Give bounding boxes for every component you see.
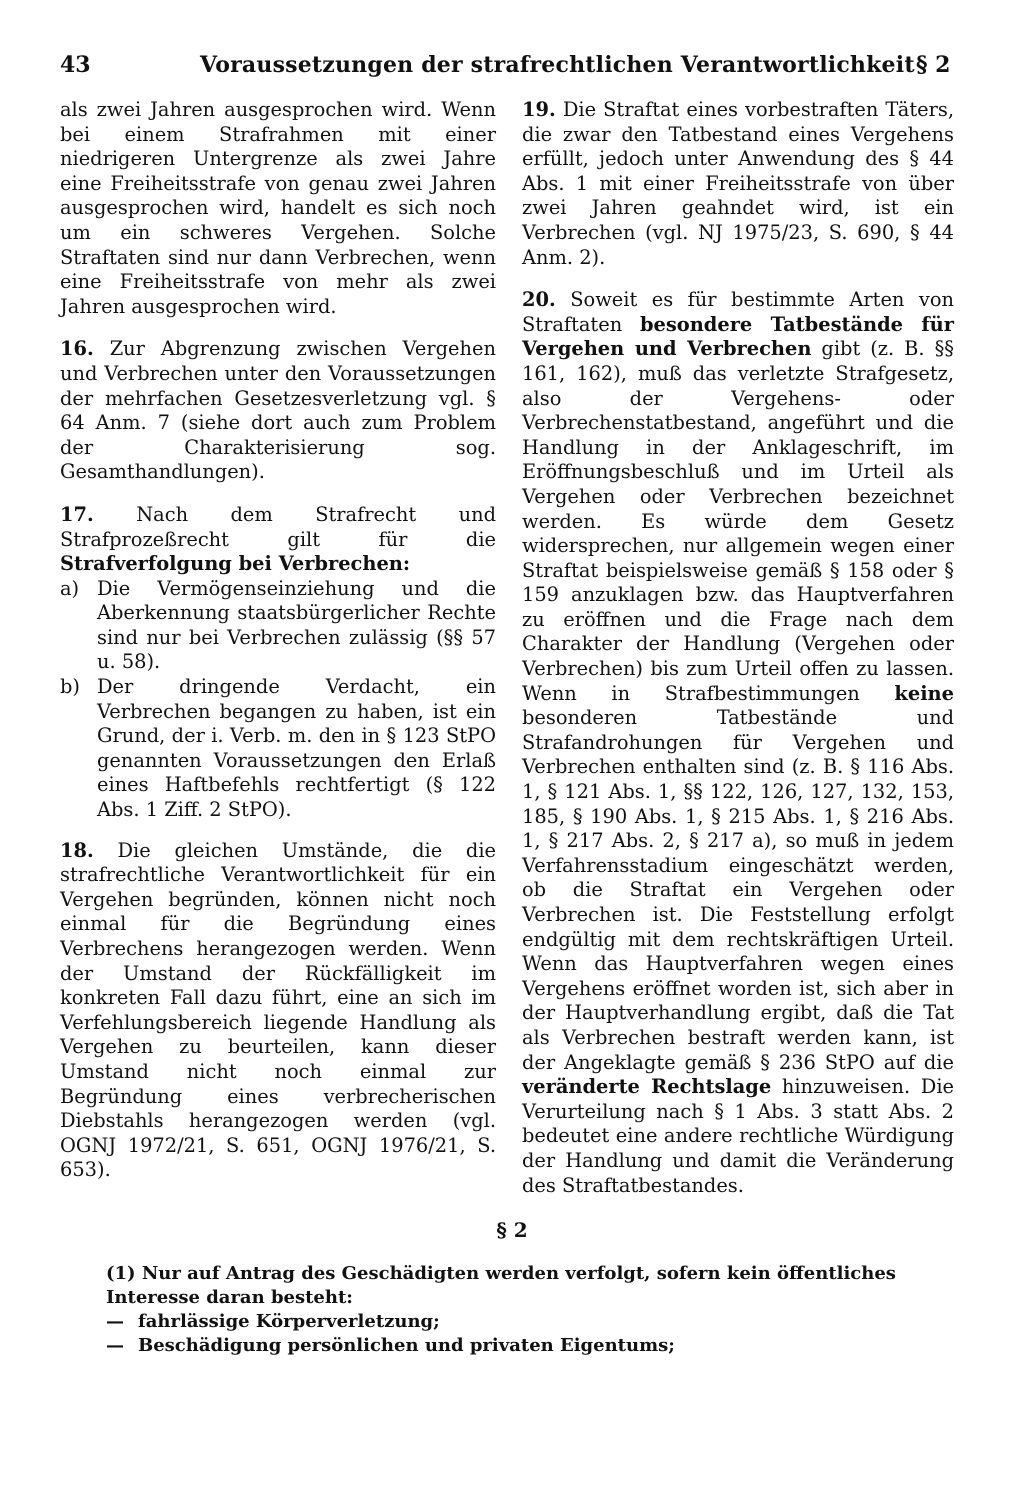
right-column: [522, 98, 954, 1214]
note-text: besonderen Tatbestände und Strafandrohungen für Vergehen und Verbrechen enthalten sind (z. B. § 116 Abs. 1, § 121 Abs. 1, §§ 122, 126, 127, 132, 153, 185, § 190 Abs. 1, § 215 Abs. 1, § 216 Abs. 1, § 217 Abs. 2, § 217 a), so muß in jedem Verfahrensstadium eingeschätzt werden, ob die Straftat ein Vergehen oder Verbrechen ist. Die Feststellung erfolgt endgültig mit dem rechtskräftigen Urteil. Wenn das Hauptverfahren wegen eines Vergehens eröffnet worden ist, sich aber in der Hauptverhandlung ergibt, daß die Tat als Verbrechen bestraft werden kann, ist der Angeklagte gemäß § 236 StPO auf die: [522, 706, 954, 1074]
note-text: hinzuweisen. Die Verurteilung nach § 1 Abs. 3 statt Abs. 2 bedeutet eine andere rechtliche Würdigung der Handlung und damit die Veränderung des Straftatbestandes.: [522, 1075, 954, 1197]
note-text: Die Straftat eines vorbestraften Täters, die zwar den Tatbestand eines Vergehens erfüllt, jedoch unter Anwendung des § 44 Abs. 1 mit einer Freiheitsstrafe von über zwei Jahren geahndet wird, ist ein Verbrechen (vgl. NJ 1975/23, S. 690, § 44 Anm. 2).: [522, 98, 955, 269]
statute-list-item: [106, 1310, 918, 1334]
note-20: [522, 288, 954, 1198]
left-column: [60, 98, 496, 1199]
note-18: [60, 839, 496, 1183]
note-emphasis: keine: [894, 681, 954, 705]
note-text: Die gleichen Umstände, die die strafrechtliche Verantwortlichkeit für ein Vergehen begründen, können nicht noch einmal für die Begründung eines Verbrechens herangezogen werden. Wenn der Umstand der Rückfälligkeit im konkreten Fall dazu führt, eine an sich im Verfehlungsbereich liegende Handlung als Vergehen zu beurteilen, kann dieser Umstand nicht noch einmal zur Begründung eines verbrecherischen Diebstahls herangezogen werden (vgl. OGNJ 1972/21, S. 651, OGNJ 1976/21, S. 653).: [60, 838, 496, 1182]
note-16: [60, 337, 496, 485]
note-number: 16.: [60, 337, 94, 361]
list-item: [60, 577, 496, 675]
note-text: Nach dem Strafrecht und Strafprozeßrecht gilt für die: [60, 502, 496, 551]
running-title: Voraussetzungen der strafrechtlichen Verantwortlichkeit: [200, 52, 915, 78]
running-section: § 2: [916, 52, 951, 78]
note-number: 18.: [60, 838, 94, 862]
statute-item-text: fahrlässige Körperverletzung;: [138, 1311, 440, 1332]
list-item-text: Der dringende Verdacht, ein Verbrechen begangen zu haben, ist ein Grund, der i. Verb. m. den in § 123 StPO genannten Voraussetzungen den Erlaß eines Haftbefehls rechtfertigt (§ 122 Abs. 1 Ziff. 2 StPO).: [97, 675, 496, 822]
note-emphasis: veränderte Rechtslage: [522, 1075, 772, 1099]
note-emphasis: Strafverfolgung bei Verbrechen:: [60, 552, 411, 576]
note-number: 20.: [522, 288, 556, 312]
note-17-list: [60, 577, 496, 823]
list-item: [60, 675, 496, 823]
dash-marker: —: [106, 1311, 124, 1332]
statute-list: [106, 1310, 918, 1358]
section-heading: § 2: [496, 1218, 528, 1242]
statute-paragraph: (1) Nur auf Antrag des Geschädigten werden verfolgt, sofern kein öffentliches Interesse daran besteht:: [106, 1263, 896, 1308]
paragraph-intro: als zwei Jahren ausgesprochen wird. Wenn bei einem Strafrahmen mit einer niedrigeren Untergrenze als zwei Jahre eine Freiheitsstrafe von genau zwei Jahren ausgesprochen wird, handelt es sich noch um ein schweres Vergehen. Solche Straftaten sind nur dann Verbrechen, wenn eine Freiheitsstrafe von mehr als zwei Jahren ausgesprochen wird.: [60, 98, 496, 318]
statute-item-text: Beschädigung persönlichen und privaten Eigentums;: [138, 1335, 675, 1356]
list-item-label: a): [60, 576, 80, 600]
list-item-text: Die Vermögenseinziehung und die Aberkennung staatsbürgerlicher Rechte sind nur bei Verbrechen zulässig (§§ 57 u. 58).: [97, 576, 496, 674]
note-17: [60, 503, 496, 577]
note-text: Soweit es für bestimmte Arten von Straftaten: [522, 288, 954, 336]
note-19: [522, 98, 954, 270]
note-emphasis: besondere Tatbestände für Vergehen und Verbrechen: [522, 312, 954, 361]
note-text: gibt (z. B. §§ 161, 162), muß das verletzte Strafgesetz, also der Vergehens- oder Verbrechenstatbestand, angeführt und die Handlung in der Anklageschrift, im Eröffnungsbeschluß und im Urteil als Vergehen oder Verbrechen bezeichnet werden. Es würde dem Gesetz widersprechen, nur allgemein wegen einer Straftat beispielsweise gemäß § 158 oder § 159 anzuklagen bzw. das Hauptverfahren zu eröffnen und die Frage nach dem Charakter der Handlung (Vergehen oder Verbrechen) bis zum Urteil offen zu lassen. Wenn in Strafbestimmungen: [522, 337, 954, 705]
list-item-label: b): [60, 675, 80, 699]
note-text: Zur Abgrenzung zwischen Vergehen und Verbrechen unter den Voraussetzungen der mehrfachen Gesetzesverletzung vgl. § 64 Anm. 7 (siehe dort auch zum Problem der Charakterisierung sog. Gesamthandlungen).: [60, 337, 496, 484]
page-number: 43: [60, 52, 91, 78]
dash-marker: —: [106, 1335, 124, 1356]
statute-text: [106, 1262, 918, 1358]
note-number: 17.: [60, 502, 94, 526]
note-number: 19.: [522, 98, 556, 121]
statute-list-item: [106, 1334, 918, 1358]
